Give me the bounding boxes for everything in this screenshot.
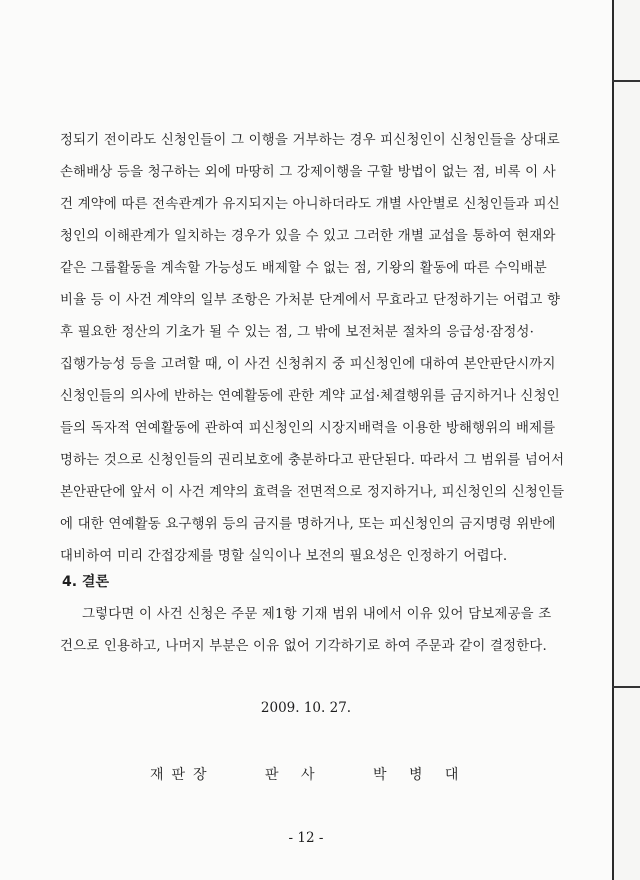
body-line: 집행가능성 등을 고려할 때, 이 사건 신청취지 중 피신청인에 대하여 본안판단시까지 <box>60 357 556 372</box>
body-line: 신청인들의 의사에 반하는 연예활동에 관한 계약 교섭·체결행위를 금지하거나 신청인 <box>60 389 560 404</box>
body-line: 같은 그룹활동을 계속할 가능성도 배제할 수 없는 점, 기왕의 활동에 따른 수익배분 <box>60 261 547 276</box>
body-line: 후 필요한 정산의 기초가 될 수 있는 점, 그 밖에 보전처분 절차의 응급성·잠정성· <box>60 325 535 340</box>
page-number: - 12 - <box>288 830 324 846</box>
court-title: 재판장 <box>150 767 215 783</box>
decision-date: 2009. 10. 27. <box>260 700 352 716</box>
judge-name: 박 병 대 <box>372 767 467 783</box>
body-line: 대비하여 미리 간접강제를 명할 실익이나 보전의 필요성은 인정하기 어렵다. <box>60 549 508 564</box>
body-line: 건 계약에 따른 전속관계가 유지되지는 아니하더라도 개별 사안별로 신청인들과 피신 <box>60 197 560 212</box>
section-heading: 4. 결론 <box>62 574 109 590</box>
scan-edge-mark <box>612 686 640 688</box>
body-line: 비율 등 이 사건 계약의 일부 조항은 가처분 단계에서 무효라고 단정하기는 어렵고 향 <box>60 293 561 308</box>
body-line: 본안판단에 앞서 이 사건 계약의 효력을 전면적으로 정지하거나, 피신청인의 신청인들 <box>60 485 565 500</box>
body-line: 손해배상 등을 청구하는 외에 마땅히 그 강제이행을 구할 방법이 없는 점, 비록 이 사 <box>60 165 556 180</box>
conclusion-line: 건으로 인용하고, 나머지 부분은 이유 없어 기각하기로 하여 주문과 같이 결정한다. <box>60 639 547 654</box>
body-line: 에 대한 연예활동 요구행위 등의 금지를 명하거나, 또는 피신청인의 금지명령 위반에 <box>60 517 556 532</box>
conclusion-line: 그렇다면 이 사건 신청은 주문 제1항 기재 범위 내에서 이유 있어 담보제공을 조 <box>82 607 552 622</box>
body-line: 정되기 전이라도 신청인들이 그 이행을 거부하는 경우 피신청인이 신청인들을 상대로 <box>60 133 560 148</box>
body-line: 청인의 이해관계가 일치하는 경우가 있을 수 있고 그러한 개별 교섭을 통하여 현재와 <box>60 229 556 244</box>
scan-edge-mark <box>612 80 640 82</box>
signature-block <box>150 764 466 784</box>
body-line: 들의 독자적 연예활동에 관하여 피신청인의 시장지배력을 이용한 방해행위의 배제를 <box>60 421 556 436</box>
body-line: 명하는 것으로 신청인들의 권리보호에 충분하다고 판단된다. 따라서 그 범위를 넘어서 <box>60 453 565 468</box>
judge-title: 판 사 <box>265 767 323 783</box>
